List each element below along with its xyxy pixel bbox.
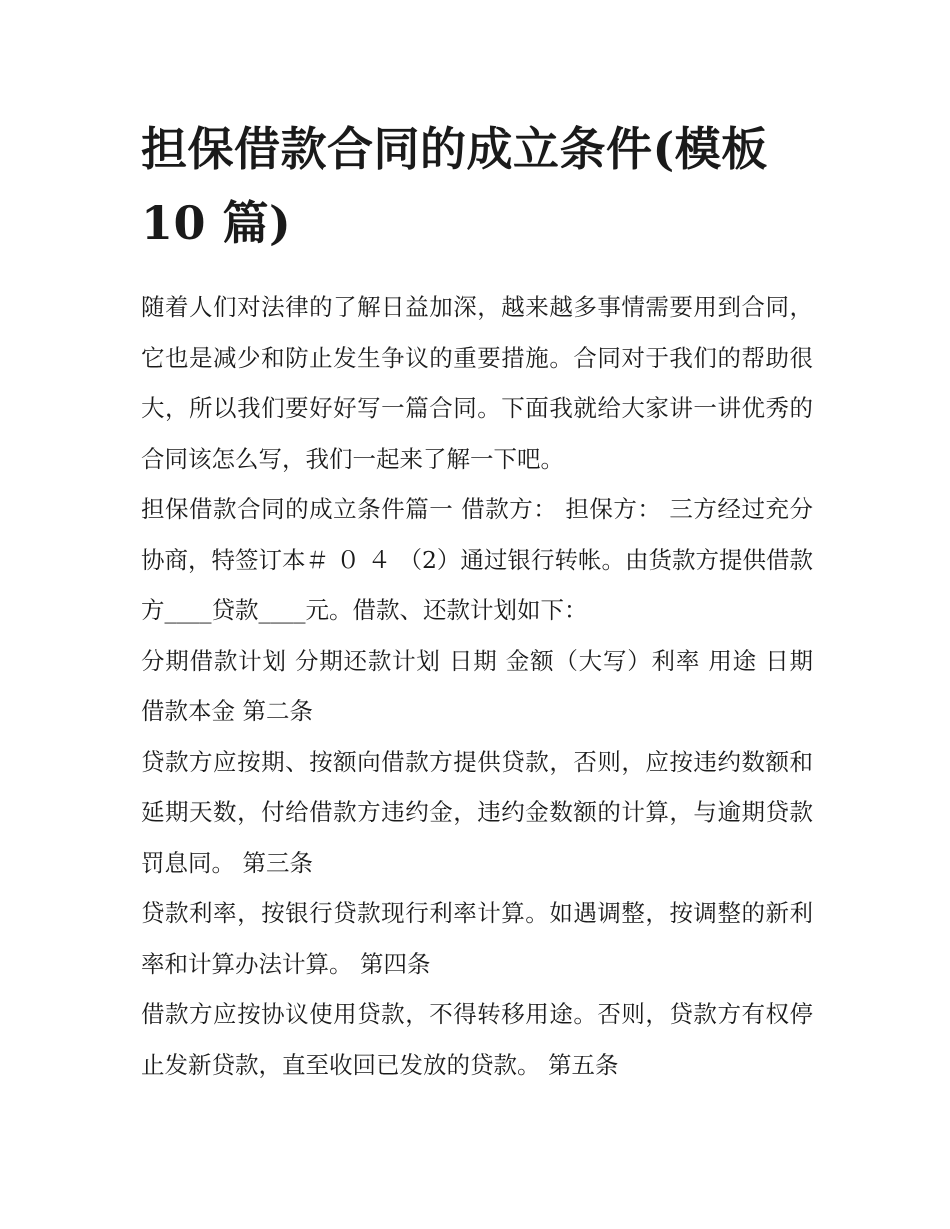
paragraph-intro: 随着人们对法律的了解日益加深，越来越多事情需要用到合同，它也是减少和防止发生争议的重要措施。合同对于我们的帮助很大，所以我们要好好写一篇合同。下面我就给大家讲一讲优秀的合同该怎么写，我们一起来了解一下吧。 [141, 293, 813, 473]
document-title [141, 112, 813, 260]
paragraph-article-2: 贷款方应按期、按额向借款方提供贷款，否则，应按违约数额和延期天数，付给借款方违约金，违约金数额的计算，与逾期贷款罚息同。 第三条 [141, 747, 813, 877]
paragraph-article-3: 贷款利率，按银行贷款现行利率计算。如遇调整，按调整的新利率和计算办法计算。 第四条 [141, 899, 813, 978]
paragraph-article-1: 担保借款合同的成立条件篇一 借款方： 担保方： 三方经过充分协商，特签订本＃ ０ ４ （2）通过银行转帐。由货款方提供借款方____贷款____元。借款、还款计划如下： [141, 495, 813, 624]
paragraph-plan-table: 分期借款计划 分期还款计划 日期 金额（大写）利率 用途 日期 借款本金 第二条 [141, 646, 813, 725]
document-title-line-2: 10 篇) [141, 196, 292, 250]
paragraph-article-4: 借款方应按协议使用贷款，不得转移用途。否则，贷款方有权停止发新贷款，直至收回已发放的贷款。 第五条 [141, 1000, 813, 1079]
document-page [141, 112, 813, 1090]
document-body [141, 282, 813, 1090]
document-title-line-1: 担保借款合同的成立条件(模板 [141, 122, 768, 176]
